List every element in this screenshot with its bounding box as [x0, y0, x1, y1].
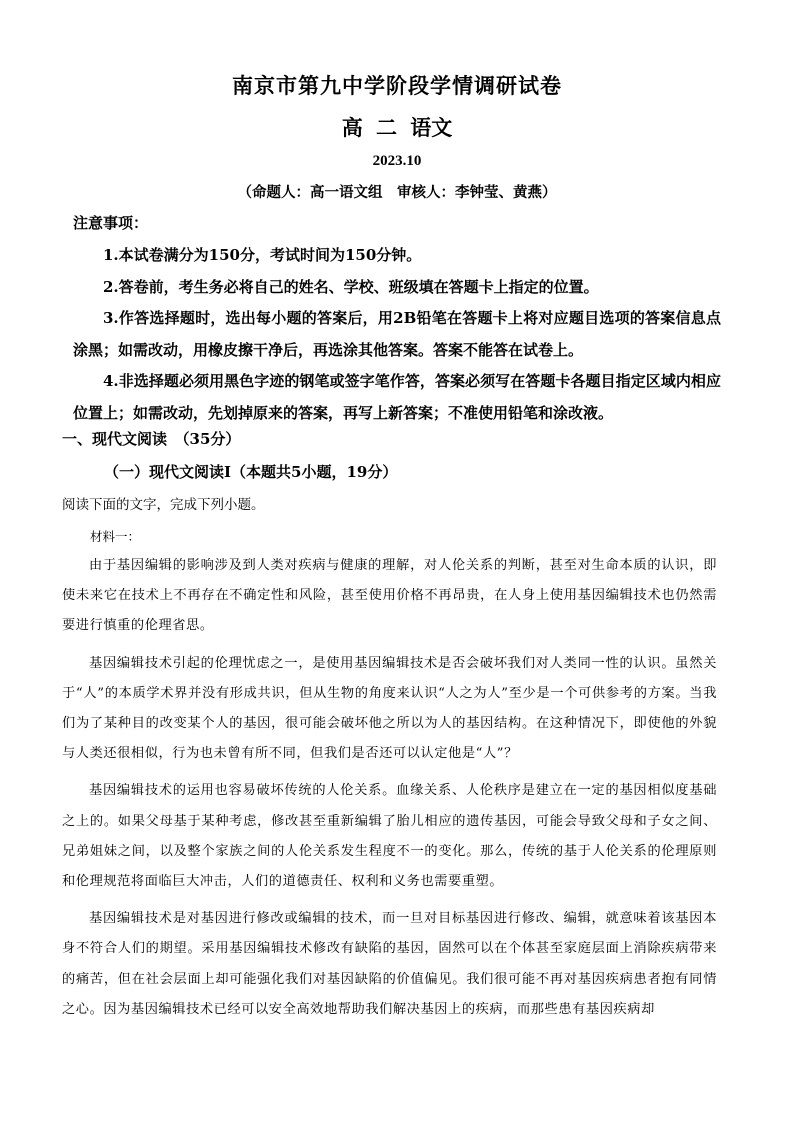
material-title: 材料一：	[90, 529, 141, 544]
material-text	[62, 551, 717, 1032]
exam-authors: （命题人：高一语文组 审核人：李钟莹、黄燕）	[237, 184, 557, 201]
notice-title: 注意事项：	[73, 214, 149, 232]
exam-subtitle: 高 二 语文	[341, 115, 453, 140]
material-paragraph: 基因编辑技术的运用也容易破坏传统的人伦关系。血缘关系、人伦秩序是建立在一定的基因相似度基础之上的。如果父母基于某种考虑，修改甚至重新编辑了胎儿相应的遗传基因，可能会导致父母和子女之间、兄弟姐妹之间，以及整个家族之间的人伦关系发生程度不一的变化。那么，传统的基于人伦关系的伦理原则和伦理规范将面临巨大冲击，人们的道德责任、权利和义务也需要重塑。	[62, 783, 717, 890]
exam-date: 2023.10	[372, 153, 422, 169]
material-paragraph: 由于基因编辑的影响涉及到人类对疾病与健康的理解，对人伦关系的判断，甚至对生命本质的认识，即使未来它在技术上不再存在不确定性和风险，甚至使用价格不再昂贵，在人身上使用基因编辑技术也仍然需要进行慎重的伦理省思。	[62, 558, 717, 634]
notice-list	[73, 240, 721, 429]
section-title: 一、现代文阅读 （35分）	[62, 430, 241, 448]
subsection-title: （一）现代文阅读Ⅰ（本题共5小题，19分）	[104, 463, 398, 481]
reading-instruction: 阅读下面的文字，完成下列小题。	[62, 497, 265, 513]
exam-title: 南京市第九中学阶段学情调研试卷	[232, 73, 562, 98]
material-paragraph: 基因编辑技术引起的伦理忧虑之一，是使用基因编辑技术是否会破坏我们对人类同一性的认识。虽然关于“人”的本质学术界并没有形成共识，但从生物的角度来认识“人之为人”至少是一个可供参考的方案。当我们为了某种目的改变某个人的基因，很可能会破坏他之所以为人的基因结构。在这种情况下，即使他的外貌与人类还很相似，行为也未曾有所不同，但我们是否还可以认定他是“人”？	[62, 655, 717, 762]
material-paragraph: 基因编辑技术是对基因进行修改或编辑的技术，而一旦对目标基因进行修改、编辑，就意味着该基因本身不符合人们的期望。采用基因编辑技术修改有缺陷的基因，固然可以在个体甚至家庭层面上消除疾病带来的痛苦，但在社会层面上却可能强化我们对基因缺陷的价值偏见。我们很可能不再对基因疾病患者抱有同情之心。因为基因编辑技术已经可以安全高效地帮助我们解决基因上的疾病，而那些患有基因疾病却	[62, 911, 717, 1017]
notice-item: 3.作答选择题时，选出每小题的答案后，用2B铅笔在答题卡上将对应题目选项的答案信息点涂黑；如需改动，用橡皮擦干净后，再选涂其他答案。答案不能答在试卷上。	[73, 309, 721, 359]
notice-item: 1.本试卷满分为150分，考试时间为150分钟。	[103, 246, 422, 264]
notice-item: 2.答卷前，考生务必将自己的姓名、学校、班级填在答题卡上指定的位置。	[103, 277, 599, 296]
notice-item: 4.非选择题必须用黑色字迹的钢笔或签字笔作答，答案必须写在答题卡各题目指定区域内相应位置上；如需改动，先划掉原来的答案，再写上新答案；不准使用铅笔和涂改液。	[73, 372, 721, 422]
